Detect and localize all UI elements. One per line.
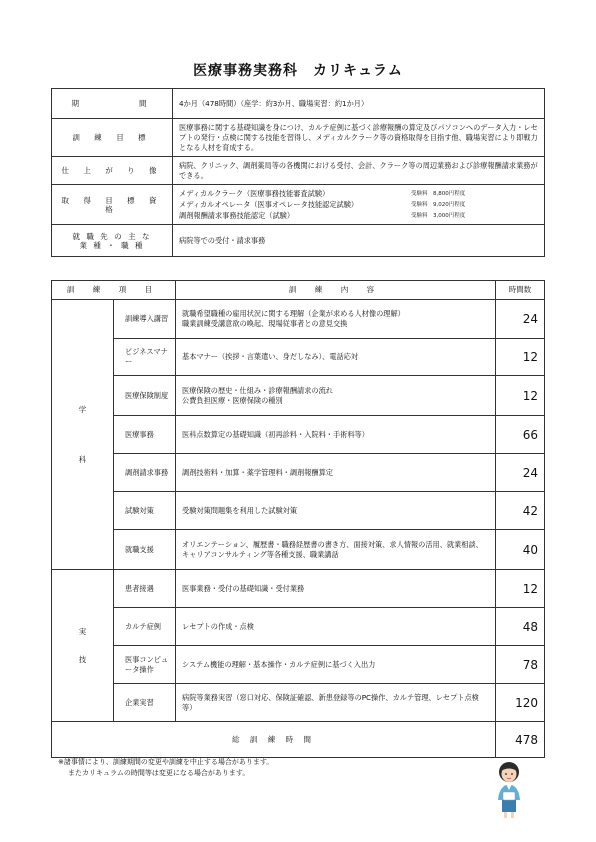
cert-item <box>179 199 538 210</box>
cert-name: 調剤報酬請求事務技能認定（試験） <box>179 210 295 220</box>
cert-label: 取 得 目 標 資 格 <box>52 185 173 225</box>
table-row <box>52 339 545 376</box>
cert-item <box>179 210 538 221</box>
group-practical <box>52 570 114 722</box>
row-hours: 12 <box>496 339 545 376</box>
row-hours: 12 <box>496 376 545 416</box>
curriculum-table <box>51 280 545 758</box>
page-title: 医療事務実務科 カリキュラム <box>193 63 403 79</box>
table-row <box>52 530 545 570</box>
row-hours: 48 <box>496 608 545 646</box>
left-eye <box>505 773 507 775</box>
row-hours: 42 <box>496 492 545 530</box>
row-content: 受験対策問題集を利用した試験対策 <box>176 492 496 530</box>
group-classroom <box>52 300 114 570</box>
row-item: 医療事務 <box>114 416 176 454</box>
row-hours: 66 <box>496 416 545 454</box>
goal-value: 医療事務に関する基礎知識を身につけ、カルテ症例に基づく診療報酬の算定及びパソコンへのデータ入力・レセプトの発行・点検に関する技能を習得し、メディカルクラーク等の資格取得を目指す他、職場実習により即戦力となる人材を育成する。 <box>173 119 545 157</box>
cert-fee: 受験料 9,020円程度 <box>411 201 466 208</box>
group-practical-char-2: 技 <box>78 654 87 664</box>
table-row <box>52 684 545 722</box>
row-content: 医療保険の歴史・仕組み・診療報酬請求の流れ 公費負担医療・医療保険の種別 <box>176 376 496 416</box>
total-hours: 478 <box>496 722 545 758</box>
cert-fee: 受験料 8,800円程度 <box>411 190 466 197</box>
header-content: 訓 練 内 容 <box>176 281 496 300</box>
row-item: ビジネスマナー <box>114 339 176 376</box>
row-item: 患者接遇 <box>114 570 176 608</box>
table-row <box>52 376 545 416</box>
cert-row <box>52 185 545 225</box>
finish-row <box>52 157 545 185</box>
row-hours: 120 <box>496 684 545 722</box>
row-hours: 78 <box>496 646 545 684</box>
right-leg <box>511 812 514 818</box>
row-item: 調剤請求事務 <box>114 454 176 492</box>
row-content: システム機能の理解・基本操作・カルテ症例に基づく入出力 <box>176 646 496 684</box>
job-label-line-2: 業 種 ・ 職 種 <box>79 240 145 250</box>
goal-label: 訓 練 目 標 <box>52 119 173 157</box>
total-row <box>52 722 545 758</box>
finish-value: 病院、クリニック、調剤薬局等の各機関における受付、会計、クラーク等の周辺業務および診療報酬請求業務ができる。 <box>173 157 545 185</box>
clipboard-shape <box>503 792 515 800</box>
cert-name: メディカルオペレータ（医事オペレータ技能認定試験） <box>179 199 359 209</box>
table-row <box>52 416 545 454</box>
table-row <box>52 646 545 684</box>
row-hours: 40 <box>496 530 545 570</box>
footnote-line-2: またカリキュラムの時間等は変更になる場合があります。 <box>68 769 250 777</box>
group-classroom-char-2: 科 <box>78 454 87 464</box>
row-content: レセプトの作成・点検 <box>176 608 496 646</box>
job-label-line-1: 就 職 先 の 主 な <box>72 231 152 241</box>
row-item: 試験対策 <box>114 492 176 530</box>
row-content: 病院等業務実習（窓口対応、保険証確認、新患登録等のPC操作、カルテ管理、レセプト点検等） <box>176 684 496 722</box>
group-classroom-char-1: 学 <box>78 404 87 414</box>
row-item: 医療保険制度 <box>114 376 176 416</box>
table-row <box>52 492 545 530</box>
row-item: 企業実習 <box>114 684 176 722</box>
course-info-table <box>51 88 545 257</box>
job-label <box>52 225 173 257</box>
table-row <box>52 570 545 608</box>
cert-list <box>173 185 545 225</box>
row-content: 基本マナー（挨拶・言葉遣い、身だしなみ）、電話応対 <box>176 339 496 376</box>
cert-item <box>179 188 538 199</box>
row-content: 医科点数算定の基礎知識（初再診料・入院料・手術料等） <box>176 416 496 454</box>
footnote <box>58 757 273 779</box>
header-hours: 時間数 <box>496 281 545 300</box>
row-hours: 24 <box>496 300 545 339</box>
row-content: 医事業務・受付の基礎知識・受付業務 <box>176 570 496 608</box>
row-content: オリエンテーション、履歴書・職務経歴書の書き方、面接対策、求人情報の活用、就業相談、キャリアコンサルティング等各種支援、職業講話 <box>176 530 496 570</box>
row-hours: 24 <box>496 454 545 492</box>
table-row <box>52 608 545 646</box>
goal-row <box>52 119 545 157</box>
period-label: 期 間 <box>52 89 173 119</box>
group-practical-char-1: 実 <box>78 626 87 636</box>
table-row <box>52 300 545 339</box>
cert-fee: 受験料 3,000円程度 <box>411 212 466 219</box>
finish-label: 仕 上 が り 像 <box>52 157 173 185</box>
row-item: 医事コンピュータ操作 <box>114 646 176 684</box>
header-item: 訓 練 項 目 <box>52 281 176 300</box>
total-label: 総 訓 練 時 間 <box>52 722 496 758</box>
row-item: 訓練導入講習 <box>114 300 176 339</box>
period-value: 4か月（478時間）（座学：約3か月、職場実習：約1か月） <box>173 89 545 119</box>
period-row <box>52 89 545 119</box>
receptionist-illustration-icon <box>490 760 528 820</box>
row-content: 調剤技術料・加算・薬学管理料・調剤報酬算定 <box>176 454 496 492</box>
table-row <box>52 454 545 492</box>
skirt-shape <box>502 800 516 812</box>
footnote-line-1: ※諸事情により、訓練期間の変更や訓練を中止する場合があります。 <box>58 758 274 766</box>
row-item: カルテ症例 <box>114 608 176 646</box>
row-item: 就職支援 <box>114 530 176 570</box>
job-row <box>52 225 545 257</box>
row-content: 就職希望職種の雇用状況に関する理解（企業が求める人材像の理解） 職業訓練受講意欲の喚起、現場従事者との意見交換 <box>176 300 496 339</box>
right-eye <box>511 773 513 775</box>
left-leg <box>504 812 507 818</box>
row-hours: 12 <box>496 570 545 608</box>
job-value: 病院等での受付・請求事務 <box>173 225 545 257</box>
curriculum-header-row <box>52 281 545 300</box>
cert-name: メディカルクラーク（医療事務技能審査試験） <box>179 188 330 198</box>
